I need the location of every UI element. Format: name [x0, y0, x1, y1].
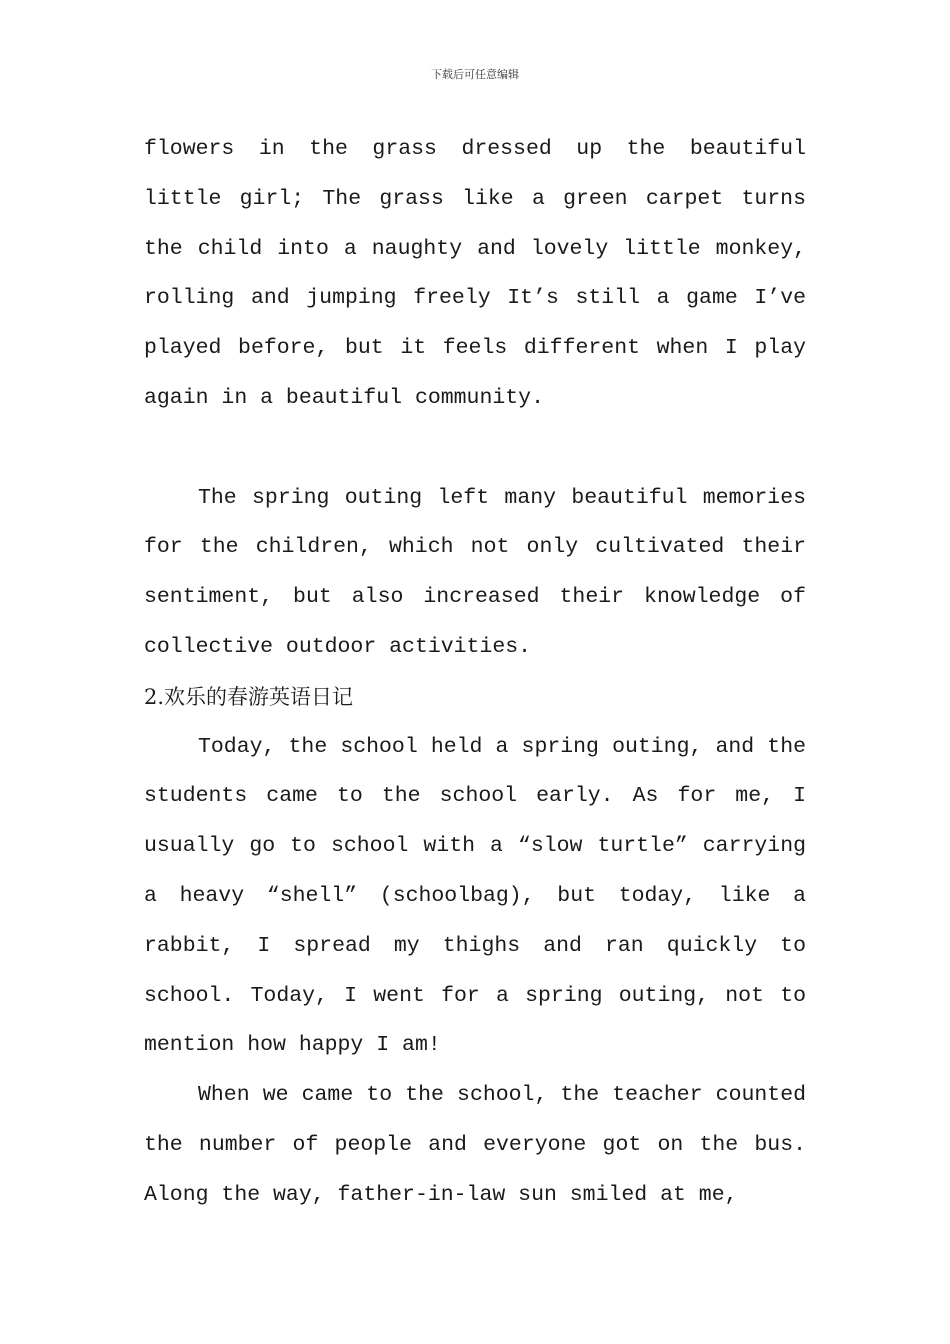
- paragraph-school-spring-outing: Today, the school held a spring outing, and the students came to the school early. As for me, I usually go to school with a “slow turtle” carrying a heavy “shell” (schoolbag), but today, like a rabbit, I spread my thighs and ran quickly to school. Today, I went for a spring outing, not to mention how happy I am!: [144, 734, 806, 1058]
- paragraph-bus-ride: When we came to the school, the teacher counted the number of people and everyone got on the bus. Along the way, father-in-law sun smiled at me,: [144, 1083, 806, 1207]
- paragraph-spring-outing-memories: The spring outing left many beautiful memories for the children, which not only cultivated their sentiment, but also increased their knowledge of collective outdoor activities.: [144, 485, 806, 659]
- document-body: [144, 125, 806, 1221]
- section-heading: 2.欢乐的春游英语日记: [144, 684, 354, 709]
- paragraph-continued: flowers in the grass dressed up the beautiful little girl; The grass like a green carpet turns the child into a naughty and lovely little monkey, rolling and jumping freely It’s still a game I’ve played before, but it feels different when I play again in a beautiful community.: [144, 137, 806, 410]
- blank-line: [144, 424, 806, 474]
- header-note: 下载后可任意编辑: [431, 68, 519, 81]
